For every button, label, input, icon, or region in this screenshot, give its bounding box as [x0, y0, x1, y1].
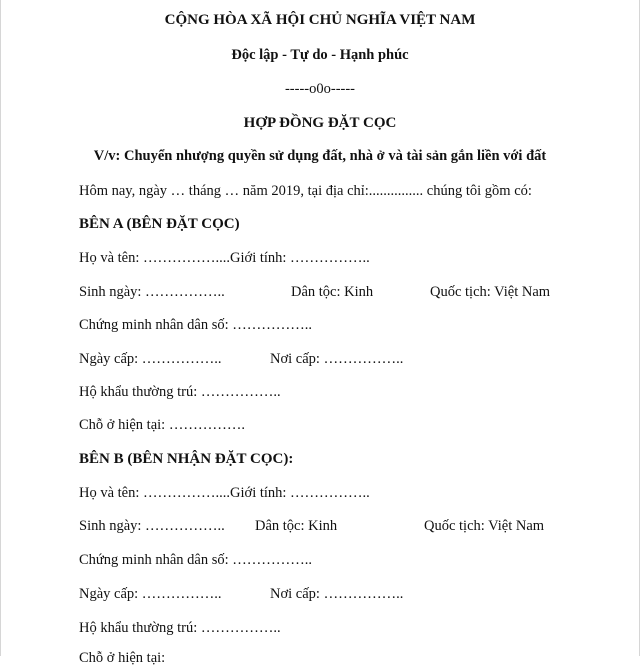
header-divider: -----o0o-----: [284, 81, 356, 97]
party-b-issue-date: Ngày cấp: ……………..: [79, 586, 222, 602]
party-a-current-address: Chỗ ở hiện tại: …………….: [79, 417, 245, 433]
party-b-nationality: Quốc tịch: Việt Nam: [424, 518, 545, 534]
party-a-name-gender: Họ và tên: ……………....Giới tính: ……………..: [79, 250, 370, 266]
party-b-residence: Hộ khẩu thường trú: ……………..: [79, 620, 281, 636]
party-a-residence: Hộ khẩu thường trú: ……………..: [79, 384, 281, 400]
party-b-issue-place: Nơi cấp: ……………..: [270, 586, 404, 602]
party-b-current-address: Chỗ ở hiện tại:: [79, 650, 166, 666]
party-a-id-card: Chứng minh nhân dân số: ……………..: [79, 317, 313, 333]
intro-paragraph: Hôm nay, ngày … tháng … năm 2019, tại địa chỉ:............... chúng tôi gồm có:: [79, 183, 532, 199]
party-a-issue-date: Ngày cấp: ……………..: [79, 351, 222, 367]
party-a-ethnicity: Dân tộc: Kinh: [291, 284, 374, 300]
party-b-id-card: Chứng minh nhân dân số: ……………..: [79, 552, 313, 568]
party-a-heading: BÊN A (BÊN ĐẶT CỌC): [79, 216, 240, 232]
country-header: CỘNG HÒA XÃ HỘI CHỦ NGHĨA VIỆT NAM: [164, 12, 476, 28]
party-a-nationality: Quốc tịch: Việt Nam: [430, 284, 551, 300]
party-a-issue-place: Nơi cấp: ……………..: [270, 351, 404, 367]
contract-title: HỢP ĐỒNG ĐẶT CỌC: [243, 115, 397, 131]
party-b-heading: BÊN B (BÊN NHẬN ĐẶT CỌC):: [79, 451, 294, 467]
motto: Độc lập - Tự do - Hạnh phúc: [231, 47, 409, 63]
party-a-birth: Sinh ngày: ……………..: [79, 284, 225, 300]
party-b-name-gender: Họ và tên: ……………....Giới tính: ……………..: [79, 485, 370, 501]
contract-subject: V/v: Chuyển nhượng quyền sử dụng đất, nhà ở và tài sản gắn liền với đất: [93, 148, 547, 164]
party-b-birth: Sinh ngày: ……………..: [79, 518, 225, 534]
party-b-ethnicity: Dân tộc: Kinh: [255, 518, 338, 534]
